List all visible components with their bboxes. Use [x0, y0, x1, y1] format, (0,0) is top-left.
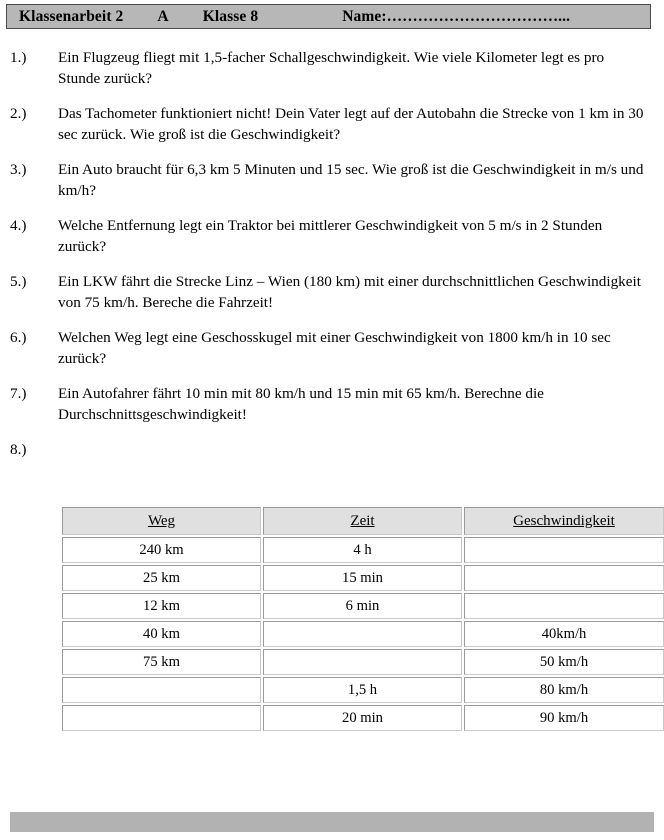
table-cell-weg[interactable] — [62, 677, 261, 703]
worksheet-header-bar — [6, 4, 651, 29]
question-number: 7.) — [10, 385, 27, 402]
table-cell-zeit[interactable]: 15 min — [263, 565, 462, 591]
header-variant: A — [157, 7, 169, 25]
question-item — [0, 159, 664, 201]
table-cell-weg[interactable] — [62, 705, 261, 731]
question-item — [0, 103, 664, 145]
question-item — [0, 383, 664, 425]
table-cell-weg[interactable]: 40 km — [62, 621, 261, 647]
table-cell-weg[interactable]: 75 km — [62, 649, 261, 675]
speed-distance-time-table-wrapper — [60, 505, 658, 733]
question-item — [0, 327, 664, 369]
question-item — [0, 47, 664, 89]
table-header-cell-weg — [62, 507, 261, 535]
worksheet-footer-bar — [10, 812, 654, 832]
table-cell-geschwindigkeit[interactable] — [464, 537, 664, 563]
question-list — [0, 47, 664, 461]
header-exam-title: Klassenarbeit 2 — [19, 7, 124, 25]
table-cell-geschwindigkeit[interactable] — [464, 565, 664, 591]
question-text: Welchen Weg legt eine Geschosskugel mit einer Geschwindigkeit von 1800 km/h in 10 sec zurück? — [58, 329, 611, 367]
table-header-cell-geschwindigkeit — [464, 507, 664, 535]
question-text: Ein Flugzeug fliegt mit 1,5-facher Schallgeschwindigkeit. Wie viele Kilometer legt es pro Stunde zurück? — [58, 49, 605, 87]
table-row — [62, 649, 664, 675]
question-number: 4.) — [10, 217, 27, 234]
question-text: Ein Autofahrer fährt 10 min mit 80 km/h und 15 min mit 65 km/h. Berechne die Durchschnittsgeschwindigkeit! — [58, 385, 544, 423]
question-text: Das Tachometer funktioniert nicht! Dein Vater legt auf der Autobahn die Strecke von 1 km in 30 sec zurück. Wie groß ist die Geschwindigkeit? — [58, 105, 644, 143]
table-cell-weg[interactable]: 240 km — [62, 537, 261, 563]
question-number: 2.) — [10, 105, 27, 122]
table-cell-geschwindigkeit[interactable]: 50 km/h — [464, 649, 664, 675]
table-cell-zeit[interactable]: 4 h — [263, 537, 462, 563]
question-item — [0, 439, 664, 461]
question-number: 5.) — [10, 273, 27, 290]
table-cell-zeit[interactable]: 6 min — [263, 593, 462, 619]
table-header-cell-zeit — [263, 507, 462, 535]
question-number: 8.) — [10, 441, 27, 458]
question-number: 3.) — [10, 161, 27, 178]
question-number: 1.) — [10, 49, 27, 66]
table-cell-zeit[interactable]: 1,5 h — [263, 677, 462, 703]
header-class: Klasse 8 — [202, 7, 259, 25]
question-number: 6.) — [10, 329, 27, 346]
table-header-label: Weg — [147, 512, 176, 529]
question-item — [0, 271, 664, 313]
question-item — [0, 215, 664, 257]
table-row — [62, 565, 664, 591]
header-name-field: Name:……………………………... — [342, 7, 571, 25]
table-row — [62, 537, 664, 563]
table-row — [62, 593, 664, 619]
table-cell-zeit[interactable] — [263, 621, 462, 647]
table-cell-geschwindigkeit[interactable]: 90 km/h — [464, 705, 664, 731]
table-cell-zeit[interactable]: 20 min — [263, 705, 462, 731]
question-text: Ein LKW fährt die Strecke Linz – Wien (180 km) mit einer durchschnittlichen Geschwindigkeit von 75 km/h. Bereche die Fahrzeit! — [58, 273, 641, 311]
table-row — [62, 705, 664, 731]
table-cell-weg[interactable]: 25 km — [62, 565, 261, 591]
question-text: Welche Entfernung legt ein Traktor bei mittlerer Geschwindigkeit von 5 m/s in 2 Stunden zurück? — [58, 217, 603, 255]
table-cell-zeit[interactable] — [263, 649, 462, 675]
table-row — [62, 677, 664, 703]
table-cell-weg[interactable]: 12 km — [62, 593, 261, 619]
table-header-label: Geschwindigkeit — [513, 512, 615, 529]
table-cell-geschwindigkeit[interactable]: 80 km/h — [464, 677, 664, 703]
question-text: Ein Auto braucht für 6,3 km 5 Minuten und 15 sec. Wie groß ist die Geschwindigkeit in m/s und km/h? — [58, 161, 644, 199]
speed-distance-time-table — [60, 505, 664, 733]
table-cell-geschwindigkeit[interactable] — [464, 593, 664, 619]
table-row — [62, 621, 664, 647]
table-header-label: Zeit — [350, 512, 375, 529]
table-cell-geschwindigkeit[interactable]: 40km/h — [464, 621, 664, 647]
table-header-row — [62, 507, 664, 535]
